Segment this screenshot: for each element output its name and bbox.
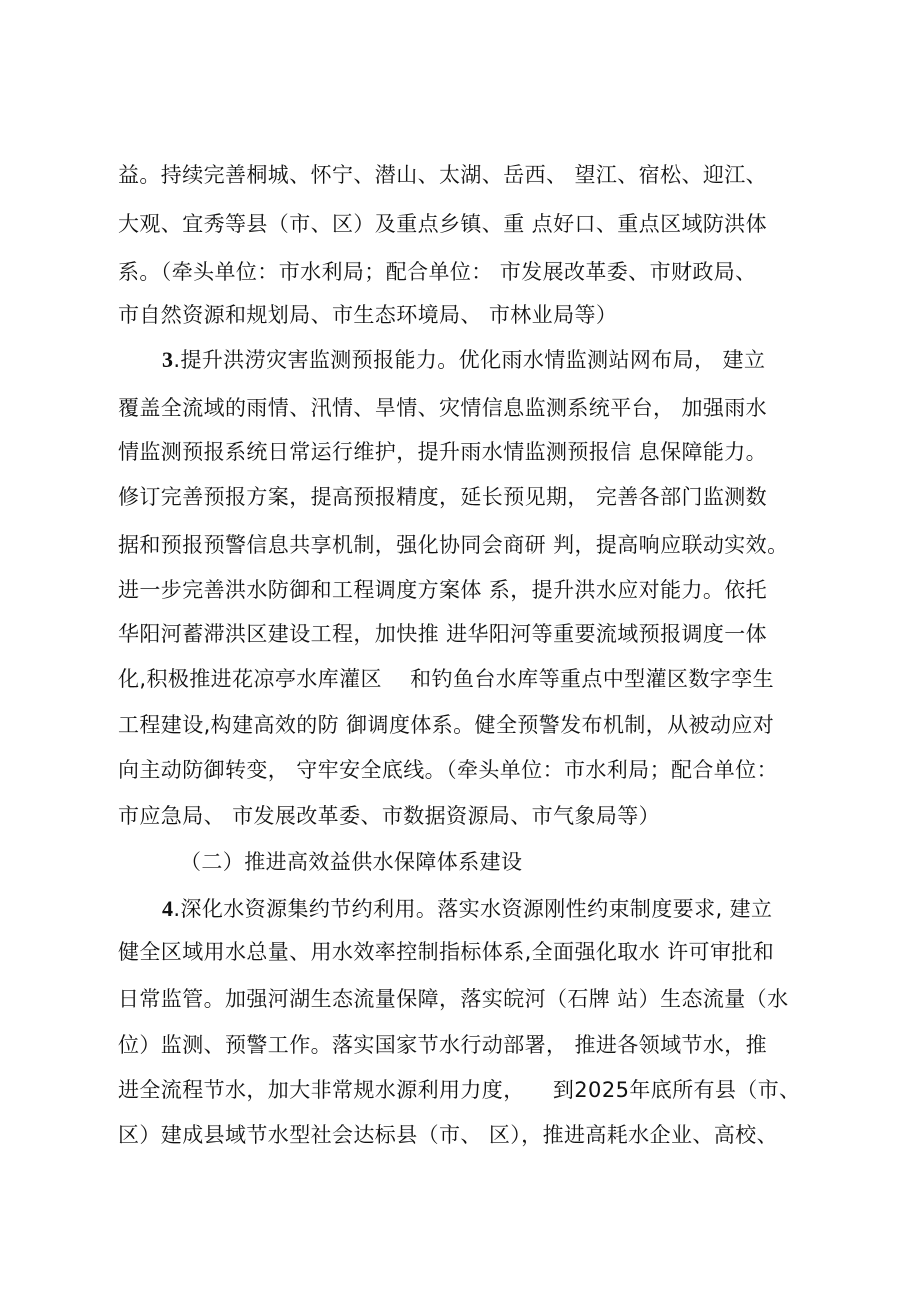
text-line-17: .深化水资源集约节约利用。落实水资源刚性约束制度要求, 建立 [173, 897, 773, 921]
text-line-3: 系。（牵头单位：市水利局；配合单位： 市发展改革委、市财政局、 [118, 260, 757, 284]
text-line-21: 进全流程节水，加大非常规水源利用力度， 到2025年底所有县（市、 [118, 1078, 801, 1102]
text-line-2: 大观、宜秀等县（市、区）及重点乡镇、重 点好口、重点区域防洪体 [118, 212, 768, 236]
text-line-19: 日常监管。加强河湖生态流量保障，落实皖河（石牌 站）生态流量（水 [118, 987, 789, 1011]
text-line-10: 进一步完善洪水防御和工程调度方案体 系，提升洪水应对能力。依托 [118, 578, 768, 602]
text-line-18: 健全区域用水总量、用水效率控制指标体系,全面强化取水 许可审批和 [118, 940, 775, 964]
paragraph-item-4 [162, 894, 772, 924]
section-heading: （二）推进高效益供水保障体系建设 [180, 850, 523, 874]
text-line-22: 区）建成县域节水型社会达标县（市、 区），推进高耗水企业、高校、 [118, 1123, 778, 1147]
text-line-14: 向主动防御转变， 守牢安全底线。（牵头单位：市水利局；配合单位： [118, 758, 778, 782]
text-line-1: 益。持续完善桐城、怀宁、潜山、太湖、岳西、 望江、宿松、迎江、 [118, 163, 768, 187]
text-line-6: 覆盖全流域的雨情、汛情、旱情、灾情信息监测系统平台， 加强雨水 [118, 396, 768, 420]
text-line-5: .提升洪涝灾害监测预报能力。优化雨水情监测站网布局， 建立 [173, 348, 766, 372]
text-line-9: 据和预报预警信息共享机制，强化协同会商研 判，提高响应联动实效。 [118, 533, 789, 557]
item-number-3: 3 [162, 347, 174, 372]
paragraph-item-3 [162, 345, 765, 375]
text-line-8: 修订完善预报方案，提高预报精度，延长预见期， 完善各部门监测数 [118, 485, 768, 509]
text-line-15: 市应急局、 市发展改革委、市数据资源局、市气象局等） [118, 804, 661, 828]
text-line-13: 工程建设,构建高效的防 御调度体系。健全预警发布机制，从被动应对 [118, 713, 775, 737]
text-line-12: 化,积极推进花凉亭水库灌区 和钓鱼台水库等重点中型灌区数字孪生 [118, 667, 774, 691]
text-line-4: 市自然资源和规划局、市生态环境局、 市林业局等） [118, 303, 618, 327]
text-line-20: 位）监测、预警工作。落实国家节水行动部署， 推进各领域节水，推 [118, 1033, 768, 1057]
item-number-4: 4 [162, 896, 174, 921]
text-line-11: 华阳河蓄滞洪区建设工程，加快推 进华阳河等重要流域预报调度一体 [118, 622, 768, 646]
text-line-7: 情监测预报系统日常运行维护，提升雨水情监测预报信 息保障能力。 [118, 440, 768, 464]
